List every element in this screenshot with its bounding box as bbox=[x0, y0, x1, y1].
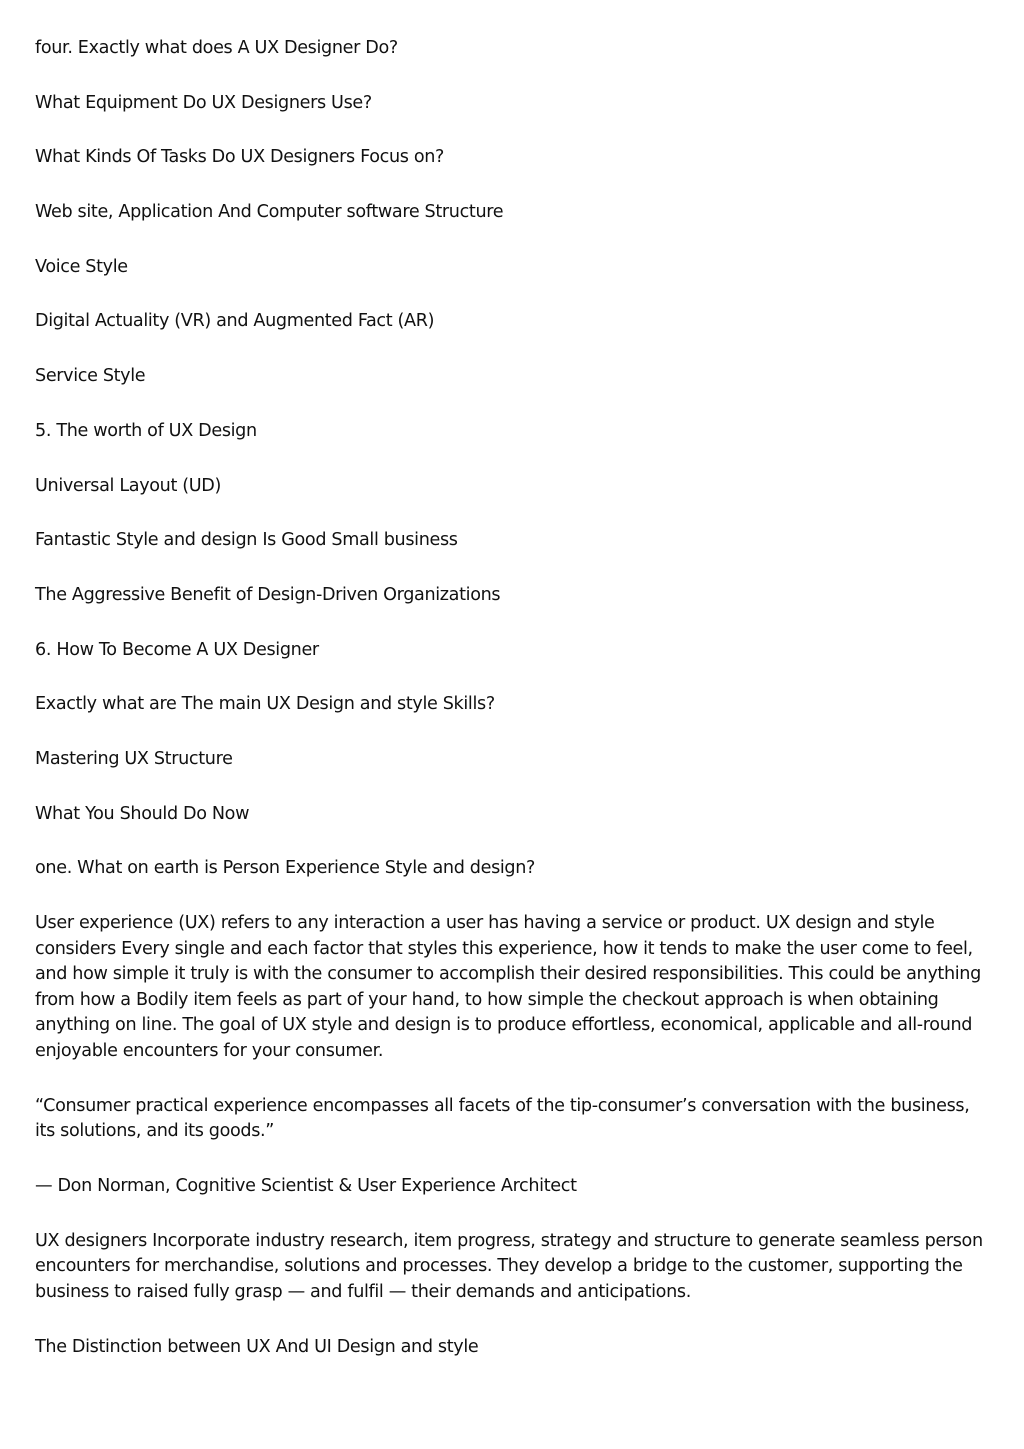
paragraph: 5. The worth of UX Design bbox=[35, 420, 257, 441]
paragraph: Exactly what are The main UX Design and style Skills? bbox=[35, 694, 495, 715]
paragraph: Digital Actuality (VR) and Augmented Fact (AR) bbox=[35, 311, 435, 332]
paragraph: 6. How To Become A UX Designer bbox=[35, 639, 319, 660]
paragraph: four. Exactly what does A UX Designer Do? bbox=[35, 38, 398, 58]
paragraph: Web site, Application And Computer software Structure bbox=[35, 202, 504, 223]
paragraph: Mastering UX Structure bbox=[35, 748, 233, 769]
paragraph: Service Style bbox=[35, 366, 146, 387]
paragraph: The Aggressive Benefit of Design-Driven Organizations bbox=[35, 584, 501, 605]
paragraph: What You Should Do Now bbox=[35, 803, 250, 824]
paragraph: one. What on earth is Person Experience Style and design? bbox=[35, 858, 536, 879]
paragraph: Universal Layout (UD) bbox=[35, 475, 222, 496]
paragraph: User experience (UX) refers to any interaction a user has having a service or product. UX design and style considers Every single and each factor that styles this experience, how it tends to make the user come to feel, and how simple it truly is with the consumer to accomplish their desired responsibilities. This could be anything from how a Bodily item feels as part of your hand, to how simple the checkout approach is when obtaining anything on line. The goal of UX style and design is to produce effortless, economical, applicable and all-round enjoyable encounters for your consumer. bbox=[35, 913, 981, 1061]
paragraph: What Equipment Do UX Designers Use? bbox=[35, 92, 372, 113]
document-body bbox=[35, 36, 990, 1389]
paragraph: Fantastic Style and design Is Good Small business bbox=[35, 530, 458, 551]
paragraph: What Kinds Of Tasks Do UX Designers Focus on? bbox=[35, 147, 445, 168]
paragraph: Voice Style bbox=[35, 256, 128, 277]
paragraph: The Distinction between UX And UI Design and style bbox=[35, 1336, 479, 1357]
paragraph: UX designers Incorporate industry research, item progress, strategy and structure to generate seamless person encounters for merchandise, solutions and processes. They develop a bridge to the customer, supporting the business to raised fully grasp — and fulfil — their demands and anticipations. bbox=[35, 1230, 983, 1302]
quote: “Consumer practical experience encompasses all facets of the tip-consumer’s conversation with the business, its solutions, and its goods.” bbox=[35, 1095, 970, 1142]
quote-attribution: — Don Norman, Cognitive Scientist & User Experience Architect bbox=[35, 1175, 577, 1196]
